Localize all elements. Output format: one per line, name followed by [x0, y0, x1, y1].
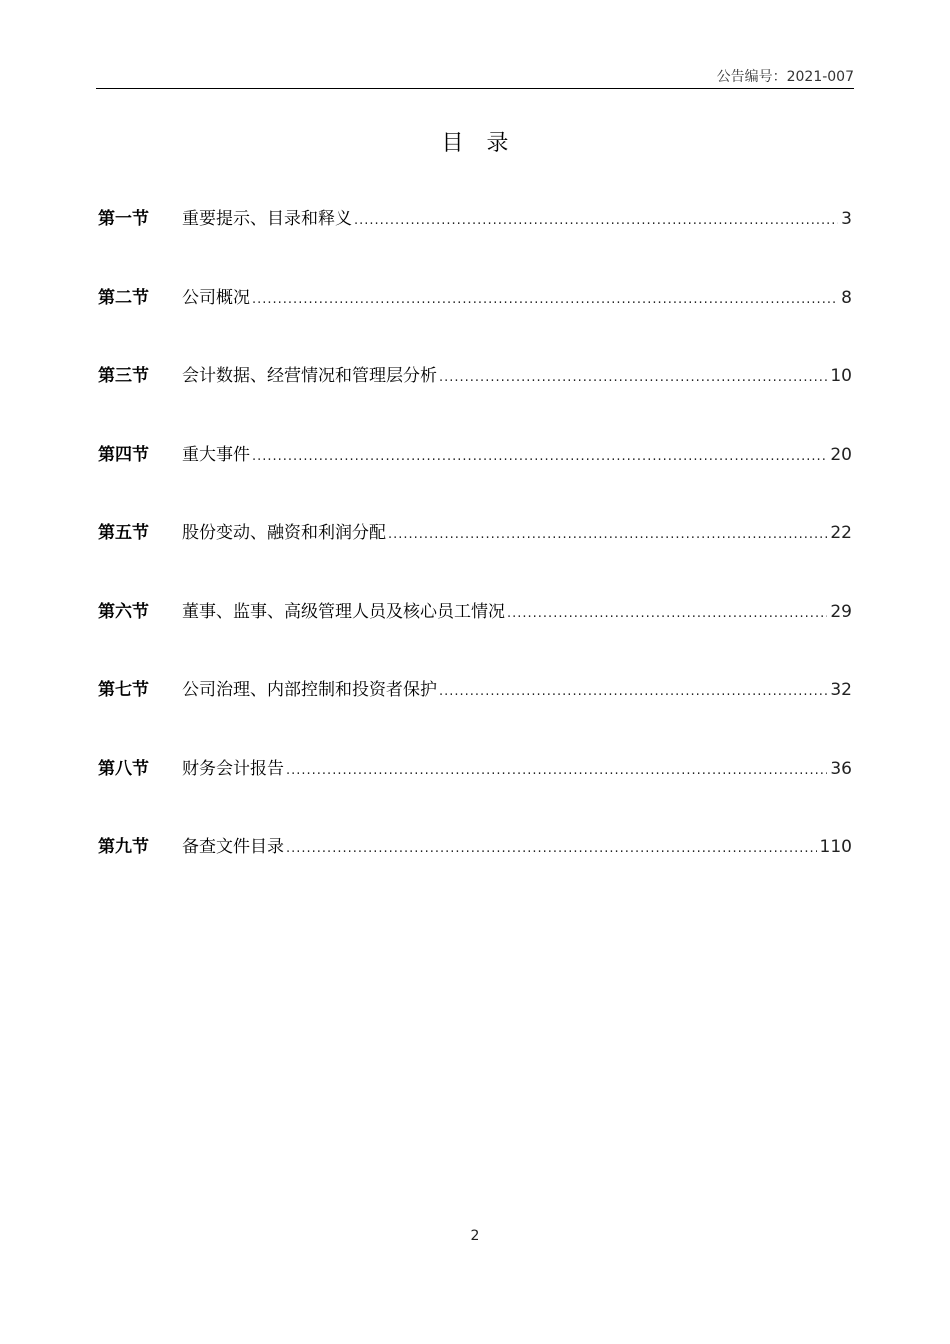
toc-title: 目 录: [441, 131, 517, 156]
toc-entry[interactable]: [98, 361, 852, 440]
toc-section-title: 董事、监事、高级管理人员及核心员工情况: [182, 601, 505, 622]
toc-dot-leader: [507, 606, 827, 621]
toc-page-number: 3: [841, 209, 852, 229]
header-divider: [96, 88, 854, 89]
toc-entry[interactable]: [98, 204, 852, 283]
toc-page-number: 10: [830, 366, 852, 386]
toc-section-number: 第二节: [98, 287, 149, 308]
toc-page-number: 20: [830, 444, 852, 465]
toc-section-number: 第八节: [98, 758, 149, 779]
toc-section-number: 第七节: [98, 680, 149, 700]
toc-section-number: 第四节: [98, 444, 149, 465]
toc-page-number: 110: [819, 837, 852, 857]
page-number: 2: [470, 1228, 480, 1244]
toc-section-title: 公司治理、内部控制和投资者保护: [182, 680, 437, 700]
toc-section-title: 重大事件: [182, 444, 250, 465]
toc-entry[interactable]: [98, 518, 852, 597]
toc-section-title: 股份变动、融资和利润分配: [182, 523, 386, 543]
toc-dot-leader: [252, 449, 827, 464]
toc-section-number: 第五节: [98, 523, 149, 543]
toc-section-number: 第六节: [98, 601, 149, 622]
toc-dot-leader: [252, 292, 838, 307]
toc-page-number: 36: [830, 758, 852, 779]
toc-entry[interactable]: [98, 597, 852, 676]
toc-dot-leader: [286, 763, 827, 778]
toc-entry[interactable]: [98, 440, 852, 519]
toc-section-number: 第三节: [98, 366, 149, 386]
toc-list: [98, 204, 852, 911]
toc-section-title: 公司概况: [182, 287, 250, 308]
toc-section-title: 重要提示、目录和释义: [182, 209, 352, 229]
toc-section-title: 财务会计报告: [182, 758, 284, 779]
toc-section-number: 第一节: [98, 209, 149, 229]
toc-entry[interactable]: [98, 675, 852, 754]
toc-dot-leader: [354, 213, 838, 228]
toc-section-number: 第九节: [98, 837, 149, 857]
toc-entry[interactable]: [98, 283, 852, 362]
toc-page-number: 8: [841, 287, 852, 308]
toc-entry[interactable]: [98, 832, 852, 911]
toc-entry[interactable]: [98, 754, 852, 833]
toc-dot-leader: [439, 684, 827, 699]
toc-dot-leader: [286, 841, 817, 856]
toc-section-title: 会计数据、经营情况和管理层分析: [182, 366, 437, 386]
toc-dot-leader: [388, 527, 827, 542]
toc-page-number: 29: [830, 601, 852, 622]
toc-page-number: 22: [830, 523, 852, 543]
toc-page-number: 32: [830, 680, 852, 700]
toc-dot-leader: [439, 370, 827, 385]
announcement-code: 公告编号：2021-007: [716, 69, 854, 85]
toc-section-title: 备查文件目录: [182, 837, 284, 857]
